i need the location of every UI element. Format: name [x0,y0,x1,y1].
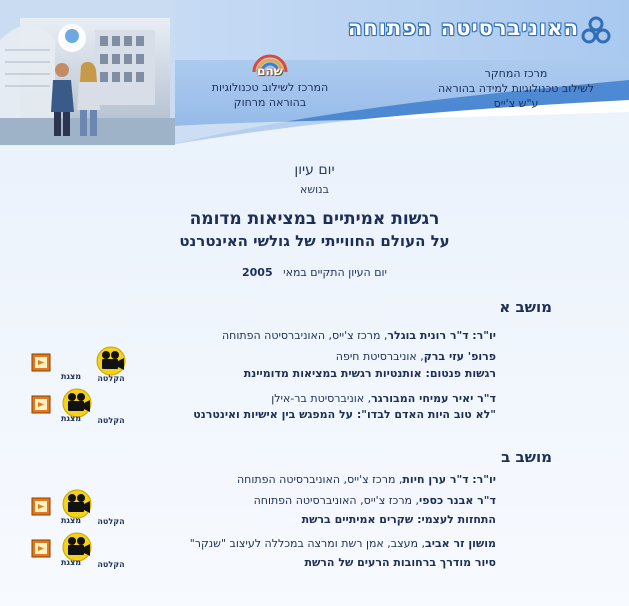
university-title: האוניברסיטה הפתוחה [347,16,579,40]
video-recording-link[interactable] [94,346,128,384]
chair-affiliation: , מרכז צ'ייס, האוניברסיטה הפתוחה [236,473,403,486]
slides-caption: מצגת [60,558,82,567]
talk-affiliation: , מרכז צ'ייס, האוניברסיטה הפתוחה [253,494,420,507]
video-caption: הקלטה [97,517,125,526]
header-banner [0,0,629,145]
research-center-line1: מרכז המחקר [484,67,548,80]
research-center-block [411,66,621,111]
talk-title: רגשות פנטום: אותנטיות רגשית במציאות מדומיינת [243,367,496,380]
chair-affiliation: , מרכז צ'ייס, האוניברסיטה הפתוחה [221,329,388,342]
talk-affiliation: , אוניברסיטת חיפה [335,350,424,363]
shoham-logo [249,52,291,80]
session-title: מושב א [499,298,552,316]
chair-role: יו"ר: [472,473,496,486]
talk-speaker-line [56,537,496,550]
chair-name: ד"ר ערן חיות [402,473,469,486]
research-center-line3: ע"ש צ'ייס [493,97,539,110]
talk-speaker-line [56,392,496,405]
shoham-logo-text: שהם [257,64,283,78]
event-subtitle: על העולם החווייתי של גולשי האינטרנט [179,232,450,250]
talk-speaker: ד"ר יאיר עמיחי המבורגר [371,392,496,405]
campus-photo [0,0,175,145]
session-title: מושב ב [501,448,552,466]
talk-title: סיור מודרך ברחובות הרעים של הרשת [304,556,496,569]
video-caption: הקלטה [97,416,125,425]
talk-title: התחזות לעצמי: שקרים אמיתיים ברשת [301,513,496,526]
talk-speaker: פרופ' עזי ברק [423,350,496,363]
video-caption: הקלטה [97,374,125,383]
event-eyebrow: יום עיון [294,162,335,178]
talk-speaker: ד"ר אבנר כספי [419,494,496,507]
talk-affiliation: , מעצב, אמן רשת ומרצה במכללה לעיצוב "שנקר" [189,537,426,550]
talk-speaker: מושון זר אביב [425,537,496,550]
event-title: רגשות אמיתיים במציאות מדומה [189,209,440,229]
shoham-line1: המרכז לשילוב טכנולוגיות [211,81,329,94]
event-content [0,150,629,606]
shoham-center-block [200,52,340,110]
slides-caption: מצגת [60,372,82,381]
slides-caption: מצגת [60,414,82,423]
talk-affiliation: , אוניברסיטת בר-אילן [271,392,372,405]
video-caption: הקלטה [97,560,125,569]
talk-title: "לא טוב היות האדם לבדו": על המפגש בין אישיות ואינטרנט [193,408,496,421]
session-chair [56,473,496,486]
shoham-line2: בהוראה מרחוק [233,96,307,109]
chair-name: ד"ר רונית בוגלר [387,329,469,342]
session-chair [56,329,496,342]
talk-speaker-line [56,494,496,507]
university-logo-icon [581,16,611,46]
slides-caption: מצגת [60,516,82,525]
chair-role: יו"ר: [472,329,496,342]
research-center-line2: לשילוב טכנולוגיות למידה בהוראה [437,82,595,95]
event-date-text: יום העיון התקיים במאי [283,266,387,279]
event-topic-label: בנושא [300,183,329,196]
event-date [0,266,629,279]
event-year: 2005 [242,266,273,279]
